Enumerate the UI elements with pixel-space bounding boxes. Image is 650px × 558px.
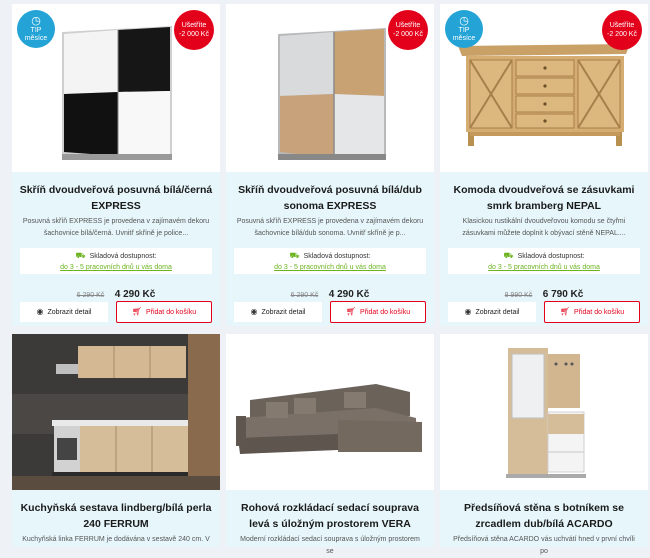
product-card[interactable]	[12, 4, 220, 326]
old-price: 8 990 Kč	[504, 292, 533, 299]
product-card[interactable]	[226, 334, 434, 555]
product-image[interactable]	[226, 334, 434, 490]
product-card[interactable]	[12, 334, 220, 547]
discount-badge: Ušetříte -2 000 Kč	[174, 10, 214, 50]
cart-icon: 🛒︎	[345, 307, 356, 316]
new-price: 4 290 Kč	[328, 289, 370, 300]
add-to-cart-button[interactable]: 🛒︎ Přidat do košíku	[116, 301, 212, 323]
discount-badge: Ušetříte -2 000 Kč	[388, 10, 428, 50]
product-description: Předsíňová stěna ACARDO vás uchvátí hned v první chvíli po	[453, 536, 635, 555]
eye-icon: ◉	[36, 307, 44, 316]
product-info	[12, 172, 220, 326]
product-description: Kuchyňská linka FERRUM je dodávána v sestavě 240 cm. V	[22, 536, 210, 543]
discount-badge: Ušetříte -2 200 Kč	[602, 10, 642, 50]
product-description: Posuvná skříň EXPRESS je provedena v zajímavém dekoru šachovnice bílá/černá. Uvnitř skříně je police...	[22, 218, 210, 237]
tip-month-badge: ◷ TIP měsíce	[17, 10, 55, 48]
price-row	[440, 284, 648, 302]
hallway-wall-illustration	[440, 334, 648, 490]
old-price: 6 290 Kč	[290, 292, 319, 299]
product-title[interactable]: Rohová rozkládací sedací souprava levá s úložným prostorem VERA	[241, 502, 419, 530]
clock-icon: ◷	[459, 14, 469, 27]
stock-availability: ⛟ Skladová dostupnost: do 3 - 5 pracovních dnů u vás doma	[234, 248, 426, 274]
old-price: 6 290 Kč	[76, 292, 105, 299]
truck-icon: ⛟	[289, 251, 300, 260]
product-title[interactable]: Předsíňová stěna s botníkem se zrcadlem dub/bílá ACARDO	[464, 502, 624, 530]
cart-icon: 🛒︎	[131, 307, 142, 316]
cart-icon: 🛒︎	[559, 307, 570, 316]
stock-availability: ⛟ Skladová dostupnost: do 3 - 5 pracovních dnů u vás doma	[448, 248, 640, 274]
product-info	[440, 172, 648, 326]
product-image[interactable]	[226, 4, 434, 172]
product-info	[12, 490, 220, 547]
new-price: 6 790 Kč	[542, 289, 584, 300]
product-title[interactable]: Komoda dvoudveřová se zásuvkami smrk bramberg NEPAL	[453, 184, 635, 212]
product-info	[226, 490, 434, 555]
eye-icon: ◉	[250, 307, 258, 316]
product-card[interactable]	[226, 4, 434, 326]
price-row	[226, 284, 434, 302]
corner-sofa-illustration	[226, 334, 434, 490]
eye-icon: ◉	[464, 307, 472, 316]
product-description: Klasickou rustikální dvoudveřovou komodu se čtyřmi zásuvkami můžete doplnit k obývací stěně NEPAL....	[462, 218, 626, 237]
product-card[interactable]	[440, 334, 648, 555]
new-price: 4 290 Kč	[114, 289, 156, 300]
clock-icon: ◷	[31, 14, 41, 27]
product-title[interactable]: Skříň dvoudveřová posuvná bílá/dub sonoma EXPRESS	[238, 184, 422, 212]
product-title[interactable]: Kuchyňská sestava lindberg/bílá perla 240 FERRUM	[20, 502, 212, 530]
product-description: Posuvná skříň EXPRESS je provedena v zajímavém dekoru šachovnice bílá/dub sonoma. Uvnitř skříně je p...	[236, 218, 424, 237]
product-image[interactable]	[440, 334, 648, 490]
truck-icon: ⛟	[503, 251, 514, 260]
add-to-cart-button[interactable]: 🛒︎ Přidat do košíku	[544, 301, 640, 323]
delivery-link[interactable]: do 3 - 5 pracovních dnů u vás doma	[274, 264, 386, 271]
product-description: Moderní rozkládací sedací souprava s úložným prostorem se	[240, 536, 420, 555]
product-image[interactable]	[12, 334, 220, 490]
add-to-cart-button[interactable]: 🛒︎ Přidat do košíku	[330, 301, 426, 323]
product-image[interactable]	[440, 4, 648, 172]
product-title[interactable]: Skříň dvoudveřová posuvná bílá/černá EXPRESS	[19, 184, 213, 212]
product-image[interactable]	[12, 4, 220, 172]
view-detail-button[interactable]: ◉ Zobrazit detail	[20, 302, 108, 322]
view-detail-button[interactable]: ◉ Zobrazit detail	[448, 302, 536, 322]
product-info	[440, 490, 648, 555]
kitchen-set-illustration	[12, 334, 220, 490]
delivery-link[interactable]: do 3 - 5 pracovních dnů u vás doma	[60, 264, 172, 271]
truck-icon: ⛟	[75, 251, 86, 260]
tip-month-badge: ◷ TIP měsíce	[445, 10, 483, 48]
view-detail-button[interactable]: ◉ Zobrazit detail	[234, 302, 322, 322]
product-card[interactable]	[440, 4, 648, 326]
stock-availability: ⛟ Skladová dostupnost: do 3 - 5 pracovních dnů u vás doma	[20, 248, 212, 274]
product-info	[226, 172, 434, 326]
price-row	[12, 284, 220, 302]
delivery-link[interactable]: do 3 - 5 pracovních dnů u vás doma	[488, 264, 600, 271]
